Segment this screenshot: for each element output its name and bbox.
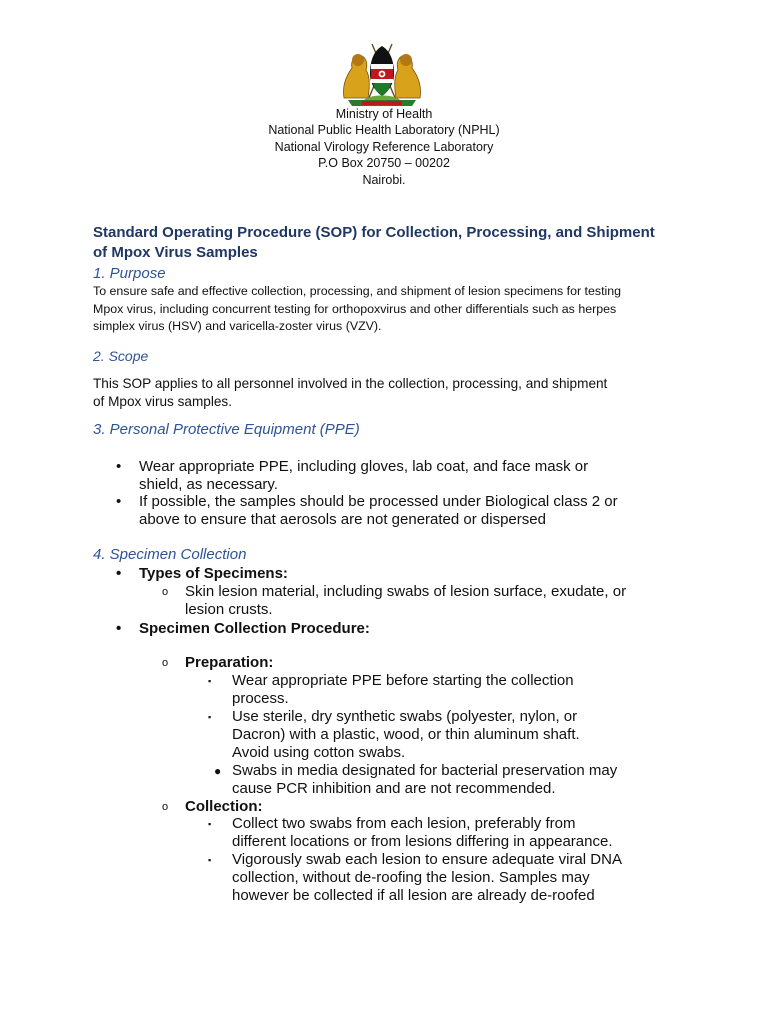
- bullet-icon: •: [116, 620, 122, 637]
- paragraph-line: simplex virus (HSV) and varicella-zoster virus (VZV).: [93, 319, 382, 334]
- bullet-icon: •: [116, 458, 122, 475]
- paragraph-line: This SOP applies to all personnel involved in the collection, processing, and shipment: [93, 376, 608, 391]
- scope-paragraph: [93, 375, 703, 412]
- bullet-icon: •: [116, 565, 122, 582]
- circle-bullet-icon: o: [162, 586, 169, 598]
- address-line: Ministry of Health: [335, 107, 433, 121]
- paragraph-line: To ensure safe and effective collection, processing, and shipment of lesion specimens for testing: [93, 284, 622, 298]
- list-item: • Types of Specimens:: [116, 565, 288, 582]
- paragraph-line: of Mpox virus samples.: [93, 394, 233, 410]
- coat-of-arms-emblem: [338, 38, 426, 108]
- bullet-icon: ●: [214, 764, 222, 778]
- circle-bullet-icon: o: [162, 657, 169, 669]
- square-bullet-icon: ▪: [208, 712, 212, 722]
- list-item: ▪ Use sterile, dry synthetic swabs (polyester, nylon, or Dacron) with a plastic, wood, or thin aluminum shaft. Avoid using cotton swabs.: [208, 708, 580, 761]
- list-item: • Specimen Collection Procedure:: [116, 620, 370, 637]
- list-item: ▪ Collect two swabs from each lesion, preferably from different locations or from lesions differing in appearance.: [208, 815, 613, 850]
- list-item: o Skin lesion material, including swabs of lesion surface, exudate, or lesion crusts.: [162, 583, 627, 618]
- title-line: of Mpox Virus Samples: [93, 244, 258, 261]
- list-item: o Preparation:: [162, 654, 274, 671]
- square-bullet-icon: ▪: [208, 819, 212, 829]
- address-line: National Virology Reference Laboratory: [274, 139, 494, 154]
- heading-scope: 2. Scope: [93, 348, 149, 364]
- address-line: National Public Health Laboratory (NPHL): [268, 123, 500, 138]
- heading-ppe: 3. Personal Protective Equipment (PPE): [93, 421, 360, 438]
- letterhead-address: [0, 106, 768, 188]
- list-item: ● Swabs in media designated for bacterial preservation may cause PCR inhibition and are not recommended.: [214, 762, 618, 797]
- document-title: [93, 223, 713, 263]
- list-item: • If possible, the samples should be processed under Biological class 2 or above to ensure that aerosols are not generated or dispersed: [116, 493, 618, 528]
- list-item: ▪ Vigorously swab each lesion to ensure adequate viral DNA collection, without de-roofing the lesion. Samples may however be collected if all lesion are already de-roofed: [208, 851, 622, 904]
- purpose-paragraph: [93, 283, 693, 336]
- list-item: ▪ Wear appropriate PPE before starting the collection process.: [208, 672, 574, 707]
- heading-purpose: 1. Purpose: [93, 265, 166, 282]
- heading-specimen-collection: 4. Specimen Collection: [93, 546, 247, 563]
- square-bullet-icon: ▪: [208, 855, 212, 865]
- bullet-icon: •: [116, 493, 122, 510]
- paragraph-line: Mpox virus, including concurrent testing for orthopoxvirus and other differentials such as herpes: [93, 301, 617, 316]
- list-item: o Collection:: [162, 798, 263, 815]
- square-bullet-icon: ▪: [208, 676, 212, 686]
- address-line: Nairobi.: [362, 172, 406, 187]
- circle-bullet-icon: o: [162, 801, 169, 813]
- title-line: Standard Operating Procedure (SOP) for Collection, Processing, and Shipment: [93, 224, 655, 241]
- address-line: P.O Box 20750 – 00202: [318, 156, 450, 171]
- list-item: • Wear appropriate PPE, including gloves, lab coat, and face mask or shield, as necessary.: [116, 458, 589, 493]
